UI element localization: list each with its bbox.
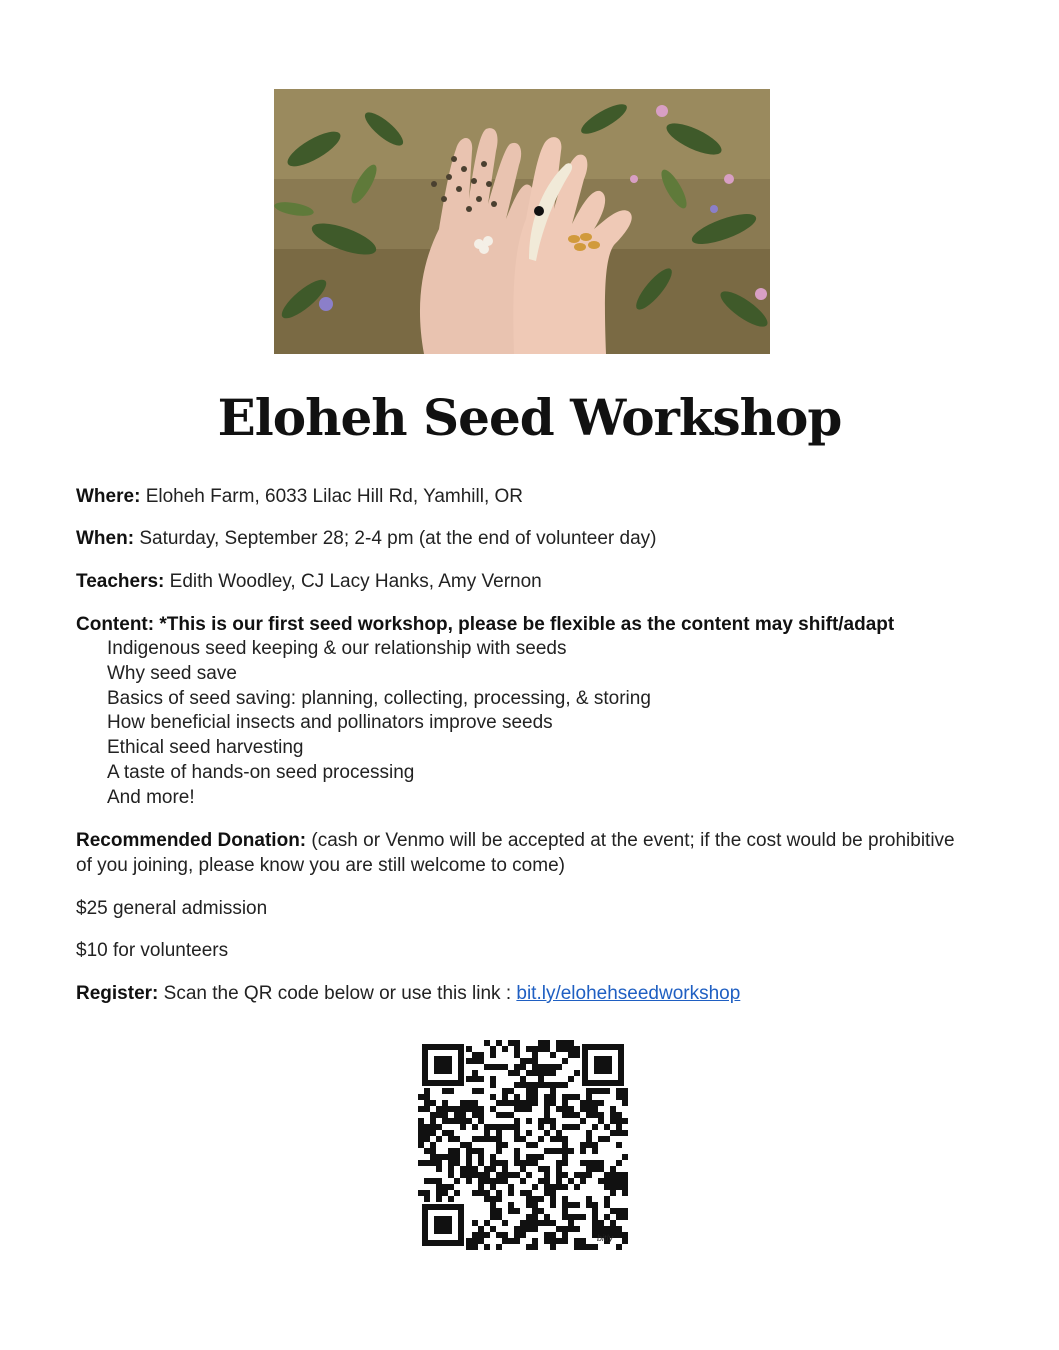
list-item: Why seed save: [107, 662, 237, 684]
where-label: Where:: [76, 486, 141, 507]
list-item: How beneficial insects and pollinators improve seeds: [107, 712, 553, 734]
register-value: Scan the QR code below or use this link :: [163, 983, 512, 1004]
qr-finder-top-right: [582, 1044, 624, 1086]
content-label: Content:: [76, 614, 155, 635]
qr-code[interactable]: [418, 1040, 628, 1250]
donation-label: Recommended Donation:: [76, 830, 307, 851]
content-note: *This is our first seed workshop, please be flexible as the content may shift/adapt: [159, 614, 895, 635]
content-section: [76, 612, 976, 811]
list-item: Indigenous seed keeping & our relationship with seeds: [107, 638, 567, 659]
general-admission-line: $25 general admission: [76, 898, 268, 919]
content-list: [76, 637, 976, 811]
donation-section: [76, 828, 956, 878]
qr-finder-bottom-left: [422, 1204, 464, 1246]
teachers-line: [76, 569, 976, 594]
when-line: [76, 526, 976, 551]
list-item: Ethical seed harvesting: [107, 737, 304, 759]
where-line: [76, 484, 976, 509]
list-item: And more!: [107, 786, 195, 808]
hero-photo-hands-with-seeds: [274, 89, 770, 354]
when-label: When:: [76, 528, 135, 549]
list-item: Basics of seed saving: planning, collecting, processing, & storing: [107, 687, 651, 709]
teachers-label: Teachers:: [76, 571, 165, 592]
list-item: A taste of hands-on seed processing: [107, 761, 415, 783]
volunteer-price-line: $10 for volunteers: [76, 940, 229, 961]
when-value: Saturday, September 28; 2-4 pm (at the end of volunteer day): [139, 528, 657, 549]
donation-value: (cash or Venmo will be accepted at the event; if the cost would be prohibitive of you joining, please know you are still welcome to come): [76, 830, 955, 876]
teachers-value: Edith Woodley, CJ Lacy Hanks, Amy Vernon: [169, 571, 542, 592]
register-label: Register:: [76, 983, 159, 1004]
bitly-logo: bitly: [597, 1233, 614, 1243]
register-link[interactable]: bit.ly/elohehseedworkshop: [516, 983, 741, 1004]
qr-finder-top-left: [422, 1044, 464, 1086]
page-title: Eloheh Seed Workshop: [217, 388, 842, 447]
where-value: Eloheh Farm, 6033 Lilac Hill Rd, Yamhill, OR: [145, 486, 524, 507]
register-line: [76, 981, 976, 1006]
